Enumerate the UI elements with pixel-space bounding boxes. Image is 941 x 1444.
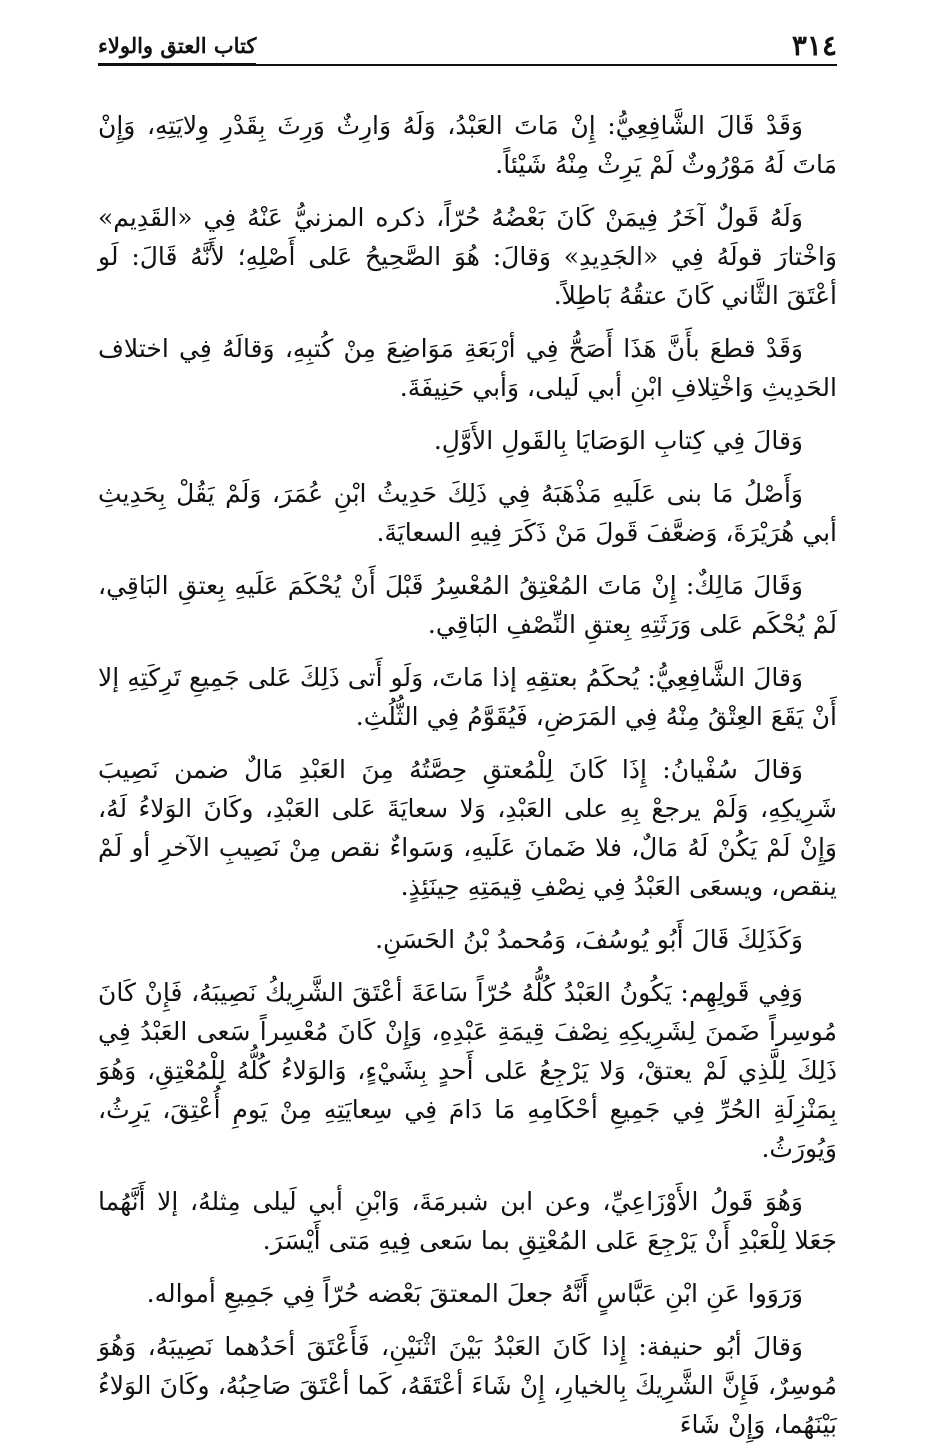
running-title: كتاب العتق والولاء	[98, 30, 256, 66]
paragraph: وَقَدْ قطعَ بأَنَّ هَذَا أَصَحُّ فِي أرْبَعَةِ مَوَاضِعَ مِنْ كُتبِهِ، وَقالَهُ فِي اختلاف الحَدِيثِ وَاخْتِلافِ ابْنِ أبي لَيلى، وَأبي حَنِيفَةَ.	[98, 334, 837, 402]
paragraph: وَهُوَ قَولُ الأَوْزَاعِيِّ، وعن ابن شبرمَةَ، وَابْنِ أبي لَيلى مِثلهُ، إلا أَنَّهُما جَعَلا لِلْعَبْدِ أَنْ يَرْجِعَ عَلى المُعْتِقِ بما سَعى فِيهِ مَتى أَيْسَرَ.	[98, 1187, 837, 1255]
paragraph: وَرَوَوا عَنِ ابْنِ عَبَّاسٍ أَنَّهُ جعلَ المعتقَ بَعْضه حُرّاً فِي جَمِيعِ أمواله.	[146, 1279, 803, 1308]
page-header	[98, 30, 837, 66]
paragraph: وَقَالَ مَالِكٌ: إِنْ مَاتَ المُعْتِقُ المُعْسِرُ قَبْلَ أَنْ يُحْكَمَ عَلَيهِ بِعتقِ البَاقِي، لَمْ يُحْكَم عَلى وَرَثَتِهِ بِعتقِ النِّصْفِ البَاقِي.	[98, 571, 837, 639]
paragraph: وَقَدْ قَالَ الشَّافِعِيُّ: إِنْ مَاتَ العَبْدُ، وَلَهُ وَارِثٌ وَرِثَ بِقَدْرِ وِلايَتِهِ، وَإِنْ مَاتَ لَهُ مَوْرُوثٌ لَمْ يَرِثْ مِنْهُ شَيْئاً.	[98, 111, 837, 179]
paragraph: وَقالَ الشَّافِعِيُّ: يُحكَمُ بعتقِهِ إذا مَاتَ، وَلَو أَتى ذَلِكَ عَلى جَمِيعِ تَرِكَتِهِ إلا أَنْ يَقَعَ العِتْقُ مِنْهُ فِي المَرَضِ، فَيُقَوَّمُ فِي الثُّلُثِ.	[98, 663, 837, 731]
paragraph: وَكَذَلِكَ قَالَ أَبُو يُوسُفَ، وَمُحمدُ بْنُ الحَسَنِ.	[375, 925, 803, 954]
paragraph: وَلَهُ قَولٌ آخَرُ فِيمَنْ كَانَ بَعْضُهُ حُرّاً، ذكره المزنيُّ عَنْهُ فِي «القَدِيم» وَاخْتارَ قولَهُ فِي «الجَدِيدِ» وَقالَ: هُوَ الصَّحِيحُ عَلى أَصْلِهِ؛ لأَنَّهُ قَالَ: لَو أعْتَقَ الثَّاني كَانَ عتقُهُ بَاطِلاً.	[98, 203, 837, 310]
paragraph: وَقالَ فِي كِتابِ الوَصَايَا بِالقَولِ الأَوَّلِ.	[433, 426, 803, 455]
paragraph: وَقالَ سُفْيانُ: إِذَا كَانَ لِلْمُعتقِ حِصَّتُهُ مِنَ العَبْدِ مَالٌ ضمن نَصِيبَ شَرِيكِهِ، وَلَمْ يرجعْ بِهِ على العَبْدِ، وَلا سعايَةَ عَلى العَبْدِ، وكَانَ الوَلاءُ لَهُ، وَإِنْ لَمْ يَكُنْ لَهُ مَالٌ، فلا ضَمانَ عَلَيهِ، وَسَواءٌ نقص مِنْ نَصِيبِ الآخرِ أو لَمْ ينقص، ويسعَى العَبْدُ فِي نِصْفِ قِيمَتِهِ حِينَئِذٍ.	[98, 755, 837, 901]
page-body	[98, 106, 837, 1444]
paragraph: وَقالَ أبُو حنيفة: إِذا كَانَ العَبْدُ بَيْنَ اثْنَيْنِ، فَأَعْتَقَ أحَدُهما نَصِيبَهُ، وَهُوَ مُوسِرٌ، فَإِنَّ الشَّرِيكَ بِالخيارِ، إِنْ شَاءَ أعْتَقَهُ، كَما أعْتَقَ صَاحِبُهُ، وكَانَ الوَلاءُ بَيْنَهُما، وَإِنْ شَاءَ	[98, 1332, 837, 1439]
page-number: ٣١٤	[791, 29, 837, 62]
paragraph: وَأَصْلُ مَا بنى عَلَيهِ مَذْهَبَهُ فِي ذَلِكَ حَدِيثُ ابْنِ عُمَرَ، وَلَمْ يَقُلْ بِحَدِيثِ أبي هُرَيْرَةَ، وَضعَّفَ قَولَ مَنْ ذَكَرَ فِيهِ السعايَةَ.	[98, 479, 837, 547]
paragraph: وَفِي قَولِهِم: يَكُونُ العَبْدُ كُلُّهُ حُرّاً سَاعَةَ أعْتَقَ الشَّرِيكُ نَصِيبَهُ، فَإِنْ كَانَ مُوسِراً ضَمنَ لِشَرِيكِهِ نِصْفَ قِيمَةِ عَبْدِهِ، وَإِنْ كَانَ مُعْسِراً سَعى العَبْدُ فِي ذَلِكَ لِلَّذِي لَمْ يعتقْ، وَلا يَرْجِعُ عَلى أَحدٍ بِشَيْءٍ، وَالوَلاءُ كُلُّهُ لِلْمُعْتِقِ، وَهُوَ بِمَنْزِلَةِ الحُرِّ فِي جَمِيعِ أحْكَامِهِ مَا دَامَ فِي سِعايَتِهِ مِنْ يَومِ أُعْتِقَ، يَرِثُ، وَيُورَثُ.	[98, 978, 837, 1163]
